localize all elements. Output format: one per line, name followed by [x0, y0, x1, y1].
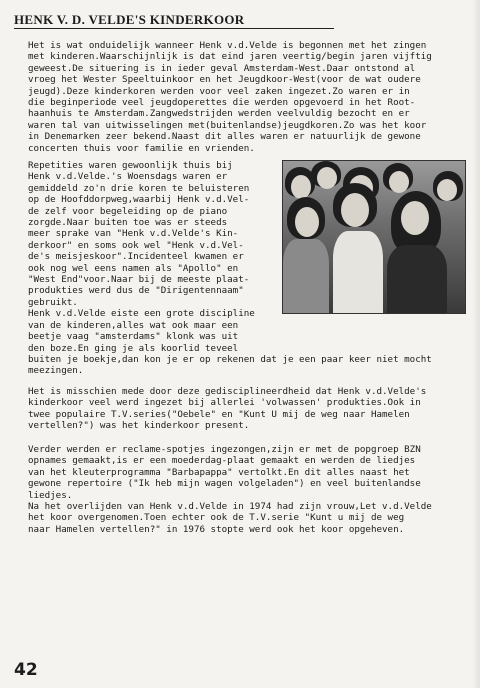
- text-line: jeugd).Deze kinderkoren werden voor veel zaken ingezet.Zo waren er in: [28, 85, 410, 97]
- text-line: gemiddeld zo'n drie koren te beluisteren: [28, 182, 250, 194]
- text-line: vertellen?") was het kinderkoor present.: [28, 420, 250, 432]
- text-line: opnames gemaakt,is er een moederdag-plaat gemaakt en werden de liedjes: [28, 455, 416, 467]
- text-line: twee populaire T.V.series("Oebele" en "Kunt U mij de weg naar Hamelen: [28, 408, 410, 420]
- text-line: naar Hamelen vertellen?" in 1976 stopte werd ook het koor opgeheven.: [28, 523, 405, 535]
- text-line: Verder werden er reclame-spotjes ingezongen,zijn er met de popgroep BZN: [28, 444, 421, 455]
- text-line: den boze.En ging je als koorlid teveel: [28, 342, 239, 354]
- text-line: buiten je boekje,dan kon je er op rekenen dat je een paar keer niet mocht: [28, 353, 432, 365]
- text-line: zorgde.Naar buiten toe was er steeds: [28, 217, 228, 229]
- text-line: Henk v.d.Velde.'s Woensdags waren er: [28, 171, 228, 183]
- text-line: kinderkoor veel werd ingezet bij allerlei 'volwassen' produkties.Ook in: [28, 397, 421, 409]
- title-underline: [14, 28, 334, 29]
- text-line: van het kleuterprogramma "Barbapappa" vertolkt.En dit alles naast het: [28, 466, 410, 478]
- page-number: 42: [14, 660, 38, 680]
- text-line: meezingen.: [28, 365, 84, 377]
- text-line: Henk v.d.Velde eiste een grote discipline: [28, 308, 255, 320]
- text-line: meer sprake van "Henk v.d.Velde's Kin-: [28, 228, 239, 240]
- text-line: liedjes.: [28, 489, 73, 501]
- text-line: gebruikt.: [28, 296, 78, 308]
- text-line: geweest.De situering is in ieder geval Amsterdam-West.Daar ontstond al: [28, 62, 416, 74]
- paragraph-3: [28, 386, 426, 432]
- text-line: Het is misschien mede door deze gedisciplineerdheid dat Henk v.d.Velde's: [28, 386, 427, 397]
- text-line: met kinderen.Waarschijnlijk is dat eind jaren veertig/begin jaren vijftig: [28, 51, 432, 63]
- text-line: haanhuis te Amsterdam.Zangwedstrijden werden veelvuldig bezocht en er: [28, 108, 410, 120]
- paragraph-1: [28, 40, 432, 154]
- text-line: in Denemarken zeer bekend.Naast dit alles waren er natuurlijk de gewone: [28, 131, 421, 143]
- paragraph-4: [28, 444, 432, 535]
- text-line: van de kinderen,alles wat ook maar een: [28, 319, 239, 331]
- text-line: die beginperiode veel jeugdoperettes die werden opgevoerd in het Root-: [28, 97, 416, 109]
- text-line: Na het overlijden van Henk v.d.Velde in 1974 had zijn vrouw,Let v.d.Velde: [28, 501, 432, 513]
- text-line: het koor overgenomen.Toen echter ook de T.V.serie "Kunt u mij de weg: [28, 512, 405, 524]
- text-line: Het is wat onduidelijk wanneer Henk v.d.Velde is begonnen met het zingen: [28, 40, 427, 51]
- text-line: de zelf voor begeleiding op de piano: [28, 205, 228, 217]
- text-line: ook nog wel eens namen als "Apollo" en: [28, 262, 239, 274]
- choir-children-photo: [282, 160, 466, 314]
- text-line: de's meisjeskoor".Incidenteel kwamen er: [28, 251, 244, 263]
- page-edge: [472, 0, 480, 688]
- page-title: HENK V. D. VELDE'S KINDERKOOR: [14, 12, 245, 27]
- text-line: vroeg het Wester Speeltuinkoor en het Jeugdkoor-West(voor de wat oudere: [28, 74, 421, 86]
- text-line: produkties werd dus de "Dirigentennaam": [28, 285, 244, 297]
- text-line: waren tal van uitwisselingen met(buitenlandse)jeugdkoren.Zo was het koor: [28, 119, 427, 131]
- text-line: beetje vaag "amsterdams" klonk was uit: [28, 331, 239, 343]
- text-line: gewone repertoire ("Ik heb mijn wagen volgeladen") en veel buitenlandse: [28, 478, 421, 490]
- text-line: op de Hoofddorpweg,waarbij Henk v.d.Vel-: [28, 194, 250, 206]
- text-line: "West End"voor.Naar bij de meeste plaat-: [28, 274, 250, 286]
- text-line: derkoor" en soms ook wel "Henk v.d.Vel-: [28, 239, 244, 251]
- text-line: concerten thuis voor familie en vrienden.: [28, 142, 255, 154]
- text-line: Repetities waren gewoonlijk thuis bij: [28, 160, 233, 171]
